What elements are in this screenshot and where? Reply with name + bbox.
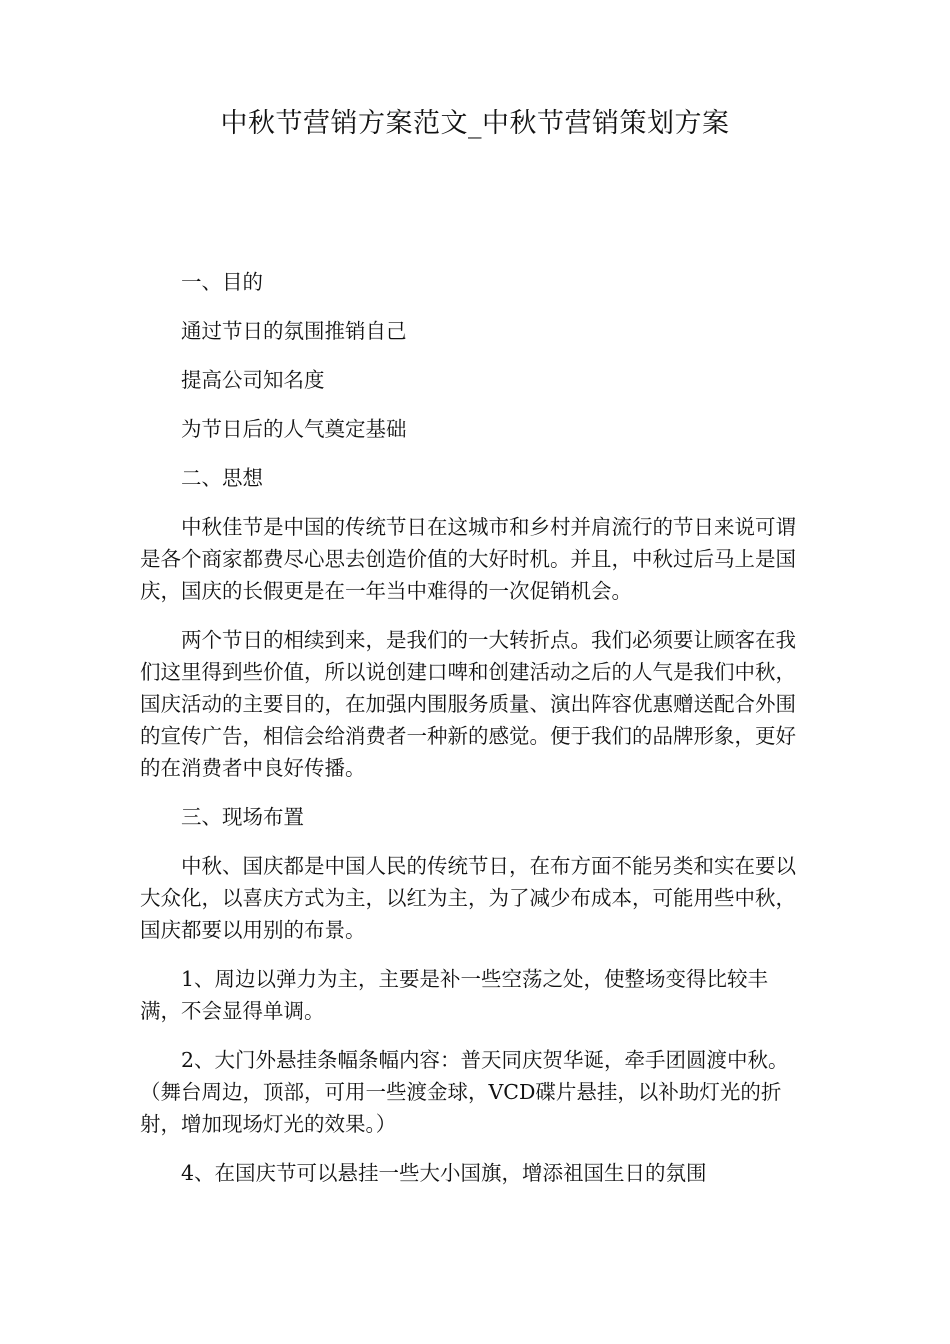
heading-layout: 三、现场布置: [181, 805, 304, 829]
list-item: 1、周边以弹力为主，主要是补一些空荡之处，使整场变得比较丰满，不会显得单调。: [140, 967, 769, 1023]
document-body: [140, 266, 806, 1189]
heading-thought: 二、思想: [181, 466, 263, 490]
paragraph: 中秋佳节是中国的传统节日在这城市和乡村并肩流行的节日来说可谓是各个商家都费尽心思去创造价值的大好时机。并且，中秋过后马上是国庆，国庆的长假更是在一年当中难得的一次促销机会。: [140, 515, 796, 603]
list-item: 4、在国庆节可以悬挂一些大小国旗，增添祖国生日的氛围: [181, 1161, 707, 1185]
paragraph: 提高公司知名度: [181, 368, 325, 392]
document-title: 中秋节营销方案范文_中秋节营销策划方案: [220, 108, 730, 139]
list-item: 2、大门外悬挂条幅条幅内容：普天同庆贺华诞，牵手团圆渡中秋。（舞台周边，顶部，可用一些渡金球，VCD碟片悬挂，以补助灯光的折射，增加现场灯光的效果。）: [140, 1048, 789, 1136]
heading-purpose: 一、目的: [181, 270, 263, 294]
paragraph: 为节日后的人气奠定基础: [181, 417, 407, 441]
paragraph: 通过节日的氛围推销自己: [181, 319, 407, 343]
paragraph: 中秋、国庆都是中国人民的传统节日，在布方面不能另类和实在要以大众化，以喜庆方式为主，以红为主，为了减少布成本，可能用些中秋，国庆都要以用别的布景。: [140, 854, 796, 942]
paragraph: 两个节日的相续到来，是我们的一大转折点。我们必须要让顾客在我们这里得到些价值，所以说创建口啤和创建活动之后的人气是我们中秋，国庆活动的主要目的，在加强内围服务质量、演出阵容优惠赠送配合外围的宣传广告，相信会给消费者一种新的感觉。便于我们的品牌形象，更好的在消费者中良好传播。: [140, 628, 796, 780]
